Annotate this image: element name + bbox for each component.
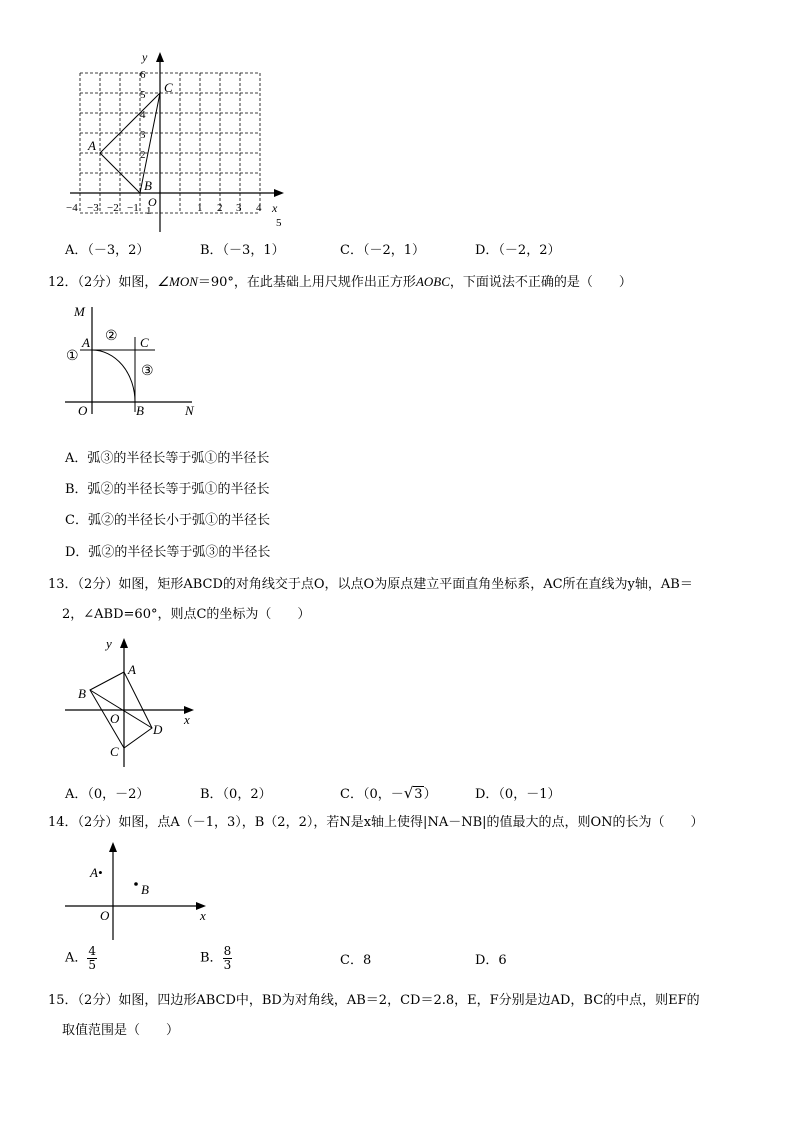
- q14-option-b-fraction: [223, 945, 233, 972]
- q13-label-d: D: [153, 722, 163, 737]
- q14-option-d[interactable]: D．6: [475, 953, 507, 968]
- q14-option-b-prefix: B．: [200, 950, 223, 966]
- q12-option-a[interactable]: A．弧③的半径长等于弧①的半径长: [65, 451, 270, 466]
- q14-text: 如图，点A（－1，3），B（2，2），若N是x轴上使得|NA－NB|的值最大的点，则ON的长为（ ）: [118, 815, 704, 830]
- q11-y-tick: 4: [140, 109, 146, 121]
- q11-y-tick: 3: [140, 129, 146, 141]
- q11-x-tick: 5: [276, 217, 282, 229]
- q11-y-tick: 5: [140, 89, 146, 101]
- q12-arc-2-label: ②: [105, 329, 118, 344]
- q13-score: （2分）: [77, 577, 119, 592]
- q14-option-c[interactable]: C．8: [340, 953, 372, 968]
- q12-stem: [48, 274, 632, 291]
- q14-option-b-numerator: 8: [223, 944, 232, 958]
- q11-option-b[interactable]: B．（－3，1）: [200, 243, 285, 258]
- q13-option-c[interactable]: [340, 783, 437, 805]
- q12-arc-3-label: ③: [141, 364, 154, 379]
- q13-x-label: x: [184, 712, 190, 727]
- q13-option-d[interactable]: D．（0，－1）: [475, 787, 561, 802]
- q13-option-c-suffix: ）: [423, 787, 437, 802]
- q12-arc: [92, 350, 135, 402]
- q14-option-a-fraction: [87, 945, 97, 972]
- q14-option-a-denominator: 5: [88, 958, 97, 972]
- q14-score: （2分）: [77, 815, 119, 830]
- q13-stem-line-1: [48, 577, 693, 593]
- q13-stem-line-2: 2，∠ABD=60°，则点C的坐标为（ ）: [62, 607, 311, 622]
- q13-label-o: O: [110, 711, 120, 726]
- q12-label-c: C: [140, 335, 149, 350]
- q12-label-a: A: [82, 335, 90, 350]
- q14-option-a-numerator: 4: [88, 944, 97, 958]
- q14-number: 14．: [48, 815, 78, 830]
- q11-x-tick: −3: [87, 202, 99, 214]
- q12-score: （2分）: [77, 275, 119, 290]
- q14-label-b: B: [141, 882, 149, 897]
- sqrt-icon: √: [403, 784, 414, 802]
- q13-option-b[interactable]: B．（0，2）: [200, 787, 272, 802]
- q11-point-a-label: A: [88, 138, 96, 153]
- q11-y-label: y: [142, 50, 148, 64]
- q13-option-a[interactable]: A．（0，－2）: [65, 787, 150, 802]
- q14-label-x: x: [200, 908, 206, 923]
- q12-label-m: M: [74, 304, 85, 319]
- q14-label-a: A•: [90, 865, 103, 880]
- q11-point-b-label: B: [144, 178, 152, 193]
- q11-y-tick: 2: [140, 149, 146, 161]
- q13-figure: [60, 632, 205, 772]
- q11-option-d[interactable]: D．（－2，2）: [475, 243, 561, 258]
- q11-origin-label: O: [148, 195, 157, 209]
- q12-text-3: ，下面说法不正确的是（ ）: [449, 275, 632, 290]
- q11-x-tick: −4: [66, 202, 78, 214]
- q12-number: 12．: [48, 275, 78, 290]
- q13-option-c-radicand: 3: [414, 787, 423, 802]
- q12-text-1: 如图，: [118, 275, 158, 290]
- q12-label-b: B: [136, 403, 144, 418]
- q13-y-arrow: [120, 638, 128, 648]
- q11-x-tick: 3: [236, 202, 242, 214]
- q12-option-c[interactable]: C．弧②的半径长小于弧①的半径长: [65, 513, 270, 528]
- q15-number: 15．: [48, 993, 78, 1008]
- q11-x-tick: 4: [256, 202, 262, 214]
- q13-text: 如图，矩形ABCD的对角线交于点O，以点O为原点建立平面直角坐标系，AC所在直线为y轴，AB＝: [118, 577, 693, 592]
- q15-stem-line-1: [48, 993, 700, 1009]
- q13-option-c-prefix: C．（0，－: [340, 787, 404, 802]
- q11-x-tick: −1: [127, 202, 139, 214]
- q11-figure: [60, 44, 295, 234]
- q12-arc-1-label: ①: [66, 349, 79, 364]
- q12-angle: ∠MON: [157, 274, 198, 289]
- q13-label-c: C: [110, 744, 119, 759]
- q14-point-b: [134, 882, 138, 886]
- q12-text-2: ＝90°，在此基础上用尺规作出正方形: [197, 275, 416, 290]
- q11-x-tick: −2: [107, 202, 119, 214]
- q11-y-arrow: [156, 52, 164, 62]
- q11-x-tick: 2: [217, 202, 223, 214]
- q11-option-c[interactable]: C．（－2，1）: [340, 243, 425, 258]
- q14-option-a[interactable]: [65, 945, 97, 972]
- q11-point-c-label: C: [164, 80, 173, 95]
- q11-x-arrow: [274, 189, 284, 197]
- q12-option-d[interactable]: D．弧②的半径长等于弧③的半径长: [65, 545, 271, 560]
- q11-y-tick: 1: [146, 205, 152, 217]
- q14-label-o: O: [100, 908, 110, 923]
- q14-stem: [48, 815, 704, 831]
- q12-square-name: AOBC: [415, 274, 450, 289]
- q11-x-tick: 1: [197, 202, 203, 214]
- q12-label-o: O: [78, 403, 88, 418]
- q14-figure: [60, 838, 215, 943]
- q15-stem-line-2: 取值范围是（ ）: [62, 1023, 180, 1038]
- q14-option-b-denominator: 3: [223, 958, 232, 972]
- q13-label-b: B: [78, 686, 86, 701]
- q11-y-tick: 6: [140, 69, 146, 81]
- q14-option-b[interactable]: [200, 945, 232, 972]
- q11-x-label: x: [272, 201, 278, 215]
- q11-option-a[interactable]: A．（－3，2）: [65, 243, 150, 258]
- q12-option-b[interactable]: B．弧②的半径长等于弧①的半径长: [65, 482, 270, 497]
- q13-number: 13．: [48, 577, 78, 592]
- q15-text: 如图，四边形ABCD中，BD为对角线，AB＝2，CD＝2.8，E，F分别是边AD，BC的中点，则EF的: [118, 993, 700, 1008]
- q14-y-arrow: [109, 842, 117, 852]
- q14-option-a-prefix: A．: [65, 950, 88, 966]
- q12-label-n: N: [185, 403, 194, 418]
- q15-score: （2分）: [77, 993, 119, 1008]
- q13-label-a: A: [128, 662, 136, 677]
- q12-figure: [60, 302, 210, 420]
- q13-y-label: y: [106, 636, 112, 651]
